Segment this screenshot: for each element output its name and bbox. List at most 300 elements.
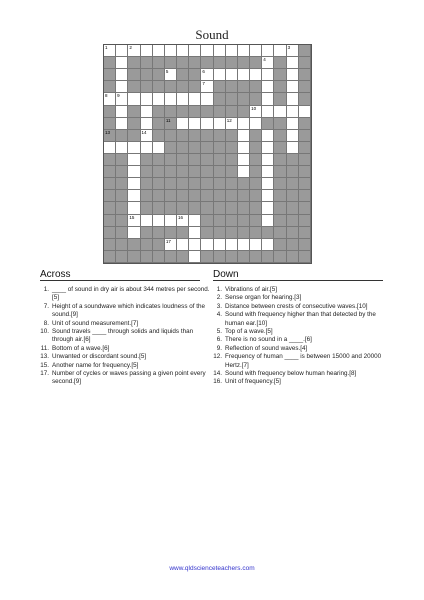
clue-label-number: 15. [40,361,49,369]
grid-cell-open[interactable] [177,118,189,130]
grid-cell-blocked [214,190,226,202]
grid-cell-open[interactable] [104,142,116,154]
grid-cell-blocked [153,154,165,166]
grid-cell-open[interactable] [250,45,262,57]
grid-cell-blocked [128,57,140,69]
grid-cell-open[interactable] [141,93,153,105]
grid-cell-open[interactable] [128,142,140,154]
grid-cell-blocked [250,130,262,142]
grid-cell-blocked [201,154,213,166]
grid-cell-blocked [299,130,311,142]
grid-cell-open[interactable] [189,227,201,239]
clue-label-number: 9. [216,344,222,352]
grid-cell-blocked [250,227,262,239]
grid-cell-open[interactable] [287,81,299,93]
grid-cell-blocked [165,190,177,202]
grid-cell-blocked [165,202,177,214]
grid-cell-open[interactable] [165,239,177,251]
grid-cell-open[interactable] [262,69,274,81]
grid-cell-blocked [116,154,128,166]
grid-cell-blocked [141,239,153,251]
grid-cell-blocked [250,81,262,93]
down-clue [209,336,389,344]
grid-cell-open[interactable] [214,69,226,81]
grid-cell-blocked [262,227,274,239]
grid-cell-blocked [141,81,153,93]
grid-cell-blocked [116,239,128,251]
grid-cell-blocked [238,202,250,214]
grid-cell-blocked [226,190,238,202]
grid-cell-open[interactable] [201,69,213,81]
grid-cell-open[interactable] [226,69,238,81]
grid-cell-blocked [104,166,116,178]
grid-cell-open[interactable] [274,106,286,118]
grid-cell-open[interactable] [116,118,128,130]
grid-cell-blocked [214,166,226,178]
clue-number: 6 [202,69,205,75]
grid-cell-open[interactable] [153,45,165,57]
grid-cell-blocked [189,142,201,154]
grid-cell-open[interactable] [262,154,274,166]
grid-cell-blocked [165,57,177,69]
grid-cell-blocked [287,190,299,202]
grid-cell-open[interactable] [238,69,250,81]
clue-label-number: 2. [216,294,222,302]
grid-cell-blocked [153,106,165,118]
grid-cell-open[interactable] [262,239,274,251]
grid-cell-open[interactable] [189,215,201,227]
grid-cell-open[interactable] [128,215,140,227]
grid-cell-blocked [201,178,213,190]
grid-cell-open[interactable] [189,251,201,263]
page-title: Sound [195,27,229,42]
grid-cell-blocked [189,106,201,118]
clue-label-number: 10. [40,328,49,336]
grid-cell-open[interactable] [299,106,311,118]
grid-cell-blocked [128,251,140,263]
clue-number: 2 [129,45,132,50]
grid-cell-blocked [214,251,226,263]
clue-text: Unit of sound measurement.[7] [52,319,139,327]
grid-cell-open[interactable] [201,239,213,251]
grid-cell-blocked [153,130,165,142]
grid-cell-open[interactable] [201,45,213,57]
grid-cell-blocked [250,178,262,190]
grid-cell-blocked [274,69,286,81]
grid-cell-open[interactable] [287,69,299,81]
grid-cell-open[interactable] [104,93,116,105]
down-heading: Down [213,269,383,281]
grid-cell-blocked [214,178,226,190]
grid-cell-open[interactable] [238,142,250,154]
grid-cell-blocked [141,178,153,190]
grid-cell-open[interactable] [141,106,153,118]
grid-cell-blocked [238,81,250,93]
grid-cell-blocked [274,202,286,214]
clue-number: 15 [129,214,135,220]
clue-number: 12 [226,117,232,123]
grid-cell-blocked [250,202,262,214]
grid-cell-open[interactable] [287,130,299,142]
grid-cell-blocked [201,251,213,263]
grid-cell-blocked [214,130,226,142]
clue-text: Sound with frequency higher than that detected by the human ear.[10] [225,311,376,327]
grid-cell-open[interactable] [153,215,165,227]
grid-cell-open[interactable] [153,142,165,154]
grid-cell-blocked [299,178,311,190]
grid-cell-blocked [165,178,177,190]
grid-cell-blocked [104,239,116,251]
grid-cell-open[interactable] [262,202,274,214]
grid-cell-open[interactable] [262,190,274,202]
down-clue [209,353,389,370]
grid-cell-blocked [165,118,177,130]
grid-cell-open[interactable] [262,130,274,142]
grid-cell-open[interactable] [165,93,177,105]
grid-cell-blocked [177,57,189,69]
clue-number: 5 [165,69,169,75]
grid-cell-open[interactable] [128,190,140,202]
grid-cell-blocked [214,93,226,105]
grid-cell-blocked [250,154,262,166]
grid-cell-open[interactable] [226,239,238,251]
clue-text: Frequency of human ____ is between 15000 and 20000 Hertz.[7] [225,353,382,369]
grid-cell-blocked [189,69,201,81]
grid-cell-blocked [287,251,299,263]
grid-cell-blocked [299,239,311,251]
grid-cell-blocked [226,227,238,239]
clue-label-number: 8. [43,319,49,327]
grid-cell-blocked [177,81,189,93]
grid-cell-open[interactable] [128,45,140,57]
grid-cell-open[interactable] [177,215,189,227]
grid-cell-blocked [214,142,226,154]
grid-cell-blocked [262,251,274,263]
grid-cell-open[interactable] [116,69,128,81]
grid-cell-open[interactable] [287,118,299,130]
grid-cell-blocked [250,57,262,69]
grid-cell-open[interactable] [238,118,250,130]
grid-cell-blocked [104,81,116,93]
across-clue [36,320,211,328]
grid-cell-blocked [116,178,128,190]
clue-text: Height of a soundwave which indicates loudness of the sound.[9] [52,302,205,319]
grid-cell-open[interactable] [238,239,250,251]
grid-cell-blocked [299,142,311,154]
grid-cell-blocked [201,190,213,202]
grid-cell-blocked [128,81,140,93]
grid-cell-open[interactable] [104,45,116,57]
grid-cell-blocked [274,227,286,239]
grid-cell-open[interactable] [128,178,140,190]
clue-text: Vibrations of air.[5] [225,286,278,293]
grid-cell-blocked [274,118,286,130]
grid-cell-open[interactable] [274,45,286,57]
clue-label-number: 5. [216,328,222,336]
grid-cell-open[interactable] [262,45,274,57]
grid-cell-blocked [104,118,116,130]
grid-cell-open[interactable] [128,154,140,166]
grid-cell-open[interactable] [116,142,128,154]
grid-cell-blocked [299,154,311,166]
clue-label-number: 11. [40,344,49,352]
grid-cell-blocked [201,142,213,154]
grid-cell-blocked [214,57,226,69]
footer-link[interactable]: www.qldscienceteachers.com [169,565,255,572]
grid-cell-open[interactable] [201,81,213,93]
grid-cell-open[interactable] [189,93,201,105]
grid-cell-open[interactable] [238,154,250,166]
grid-cell-blocked [250,251,262,263]
grid-cell-blocked [214,227,226,239]
grid-cell-blocked [226,166,238,178]
grid-cell-open[interactable] [141,130,153,142]
grid-cell-open[interactable] [177,239,189,251]
grid-cell-blocked [104,130,116,142]
grid-cell-open[interactable] [262,81,274,93]
grid-cell-blocked [299,81,311,93]
grid-cell-blocked [153,251,165,263]
across-clues [36,286,211,387]
clue-number: 10 [251,105,257,111]
grid-cell-blocked [165,154,177,166]
grid-cell-open[interactable] [238,166,250,178]
grid-cell-blocked [250,190,262,202]
grid-cell-blocked [214,154,226,166]
grid-cell-blocked [226,130,238,142]
clue-label-number: 3. [216,302,222,310]
grid-cell-blocked [299,202,311,214]
grid-cell-open[interactable] [116,106,128,118]
grid-cell-open[interactable] [262,166,274,178]
grid-cell-blocked [116,130,128,142]
grid-cell-blocked [287,154,299,166]
grid-cell-open[interactable] [287,45,299,57]
grid-cell-open[interactable] [238,130,250,142]
grid-cell-blocked [177,178,189,190]
grid-cell-blocked [262,118,274,130]
clue-label-number: 17. [40,370,49,378]
grid-cell-blocked [189,166,201,178]
grid-cell-blocked [165,251,177,263]
grid-cell-blocked [177,251,189,263]
grid-cell-open[interactable] [262,178,274,190]
grid-cell-blocked [274,178,286,190]
grid-cell-blocked [153,166,165,178]
grid-cell-blocked [104,57,116,69]
grid-cell-blocked [153,190,165,202]
clue-number: 1 [105,45,108,50]
grid-cell-blocked [201,202,213,214]
grid-cell-blocked [226,93,238,105]
grid-cell-blocked [250,215,262,227]
grid-cell-blocked [274,81,286,93]
clue-number: 9 [117,93,120,99]
down-clue [209,303,389,311]
grid-cell-open[interactable] [287,57,299,69]
grid-cell-blocked [177,227,189,239]
grid-cell-open[interactable] [141,215,153,227]
grid-cell-open[interactable] [177,93,189,105]
grid-cell-blocked [177,69,189,81]
grid-cell-blocked [165,81,177,93]
grid-cell-blocked [104,69,116,81]
grid-cell-blocked [141,57,153,69]
grid-cell-open[interactable] [177,45,189,57]
grid-cell-blocked [153,81,165,93]
grid-cell-blocked [165,227,177,239]
grid-cell-blocked [214,81,226,93]
grid-cell-blocked [274,251,286,263]
grid-cell-open[interactable] [128,227,140,239]
grid-cell-blocked [299,166,311,178]
grid-cell-open[interactable] [189,45,201,57]
grid-cell-open[interactable] [226,45,238,57]
clue-label-number: 16. [213,378,222,386]
grid-cell-open[interactable] [262,93,274,105]
grid-cell-open[interactable] [165,215,177,227]
across-clue [36,328,211,345]
grid-cell-blocked [201,227,213,239]
grid-cell-open[interactable] [262,215,274,227]
grid-cell-open[interactable] [201,93,213,105]
grid-cell-blocked [214,215,226,227]
clue-text: Distance between crests of consecutive waves.[10] [225,302,368,310]
grid-cell-open[interactable] [116,45,128,57]
grid-cell-open[interactable] [128,202,140,214]
grid-cell-open[interactable] [262,142,274,154]
grid-cell-open[interactable] [238,45,250,57]
grid-cell-blocked [299,93,311,105]
grid-cell-blocked [104,190,116,202]
grid-cell-blocked [287,178,299,190]
grid-cell-blocked [189,178,201,190]
grid-cell-open[interactable] [116,57,128,69]
grid-cell-open[interactable] [214,45,226,57]
grid-cell-open[interactable] [141,118,153,130]
across-clue [36,362,211,370]
grid-cell-blocked [201,57,213,69]
grid-cell-blocked [116,190,128,202]
grid-cell-blocked [287,202,299,214]
grid-cell-open[interactable] [201,118,213,130]
grid-cell-blocked [128,106,140,118]
grid-cell-blocked [287,227,299,239]
grid-cell-blocked [274,93,286,105]
grid-cell-open[interactable] [214,118,226,130]
grid-cell-open[interactable] [287,106,299,118]
clue-text: Top of a wave.[5] [225,328,273,336]
grid-cell-open[interactable] [165,45,177,57]
grid-cell-open[interactable] [153,93,165,105]
grid-cell-blocked [141,190,153,202]
clue-number: 11 [165,117,171,123]
grid-cell-blocked [299,69,311,81]
clue-label-number: 4. [216,311,222,319]
across-clue [36,370,211,387]
grid-cell-blocked [116,166,128,178]
grid-cell-open[interactable] [287,142,299,154]
grid-cell-open[interactable] [287,93,299,105]
grid-cell-blocked [226,251,238,263]
down-clue [209,378,389,386]
grid-cell-blocked [141,166,153,178]
grid-cell-blocked [299,215,311,227]
grid-cell-blocked [238,57,250,69]
crossword-grid [103,44,312,264]
grid-cell-open[interactable] [165,69,177,81]
grid-cell-blocked [250,142,262,154]
grid-cell-blocked [116,251,128,263]
grid-cell-blocked [153,239,165,251]
grid-cell-open[interactable] [250,69,262,81]
across-clue [36,286,211,303]
grid-cell-open[interactable] [214,239,226,251]
grid-cell-blocked [214,106,226,118]
grid-cell-blocked [128,118,140,130]
grid-cell-blocked [165,130,177,142]
grid-cell-blocked [226,178,238,190]
grid-cell-blocked [238,215,250,227]
grid-cell-blocked [104,106,116,118]
grid-cell-blocked [116,202,128,214]
grid-cell-blocked [226,57,238,69]
grid-cell-blocked [299,57,311,69]
clue-label-number: 1. [43,286,49,293]
grid-cell-blocked [177,142,189,154]
grid-cell-blocked [104,251,116,263]
grid-cell-blocked [141,154,153,166]
grid-cell-blocked [128,69,140,81]
grid-cell-open[interactable] [226,118,238,130]
grid-cell-open[interactable] [250,239,262,251]
grid-cell-open[interactable] [116,93,128,105]
down-clue [209,328,389,336]
down-clues [209,286,389,387]
grid-cell-blocked [274,154,286,166]
grid-cell-open[interactable] [250,118,262,130]
grid-cell-blocked [250,93,262,105]
grid-cell-open[interactable] [262,106,274,118]
grid-cell-blocked [141,227,153,239]
grid-cell-blocked [141,202,153,214]
grid-cell-open[interactable] [189,118,201,130]
grid-cell-blocked [238,93,250,105]
grid-cell-open[interactable] [141,142,153,154]
grid-cell-open[interactable] [128,166,140,178]
grid-cell-open[interactable] [262,57,274,69]
across-clue [36,353,211,361]
grid-cell-open[interactable] [128,93,140,105]
grid-cell-blocked [299,45,311,57]
clue-text: Another name for frequency.[5] [52,361,139,369]
down-clue [209,286,389,294]
grid-cell-blocked [287,215,299,227]
grid-cell-blocked [104,202,116,214]
grid-cell-blocked [226,202,238,214]
grid-cell-open[interactable] [116,81,128,93]
clue-number: 14 [141,129,147,135]
grid-cell-blocked [153,227,165,239]
grid-cell-open[interactable] [250,106,262,118]
grid-cell-blocked [274,190,286,202]
grid-cell-blocked [153,118,165,130]
grid-cell-blocked [274,215,286,227]
grid-cell-open[interactable] [141,45,153,57]
grid-cell-open[interactable] [189,239,201,251]
grid-cell-blocked [226,81,238,93]
clue-number: 16 [178,214,184,220]
